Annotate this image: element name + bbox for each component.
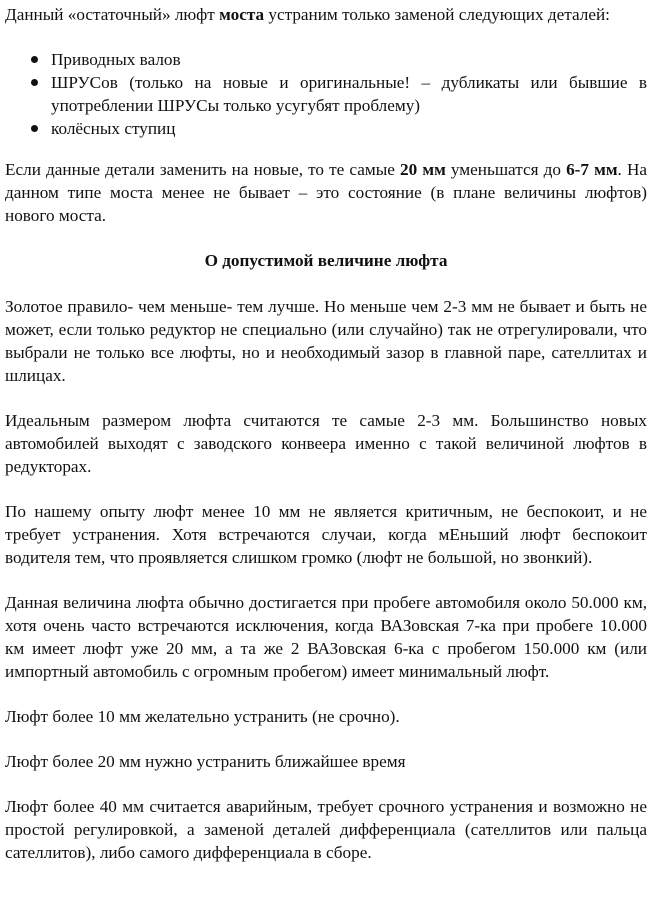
paragraph-over-40mm: Люфт более 40 мм считается аварийным, требует срочного устранения и возможно не простой регулировкой, а заменой деталей дифференциала (сателлитов или пальца сателлитов), либо самого дифференциала в сборе. [5,797,647,862]
paragraph-over-10mm: Люфт более 10 мм желательно устранить (не срочно). [5,707,400,726]
bullet-icon [31,79,38,86]
bullet-icon [31,56,38,63]
paragraph-mileage: Данная величина люфта обычно достигается при пробеге автомобиля около 50.000 км, хотя очень часто встречаются исключения, когда ВАЗовская 7-ка при пробеге 10.000 км имеет люфт уже 20 мм, а та же 2 ВАЗовская 6-ка с пробегом 150.000 км (или импортный автомобиль с огромным пробегом) имеет минимальный люфт. [5,593,647,681]
list-item [5,48,647,71]
intro-text-end: устраним только заменой следующих деталей: [264,5,610,24]
list-item-text: Приводных валов [51,50,181,69]
intro-bold-term: моста [219,5,265,24]
replacement-bold-1: 20 мм [400,160,446,179]
replacement-text-3: . На данном типе моста менее не бывает – это состояние (в плане величины люфтов) нового моста. [5,160,647,225]
paragraph-experience: По нашему опыту люфт менее 10 мм не является критичным, не беспокоит, и не требует устранения. Хотя встречаются случаи, когда мЕньший люфт беспокоит водителя тем, что проявляется слишком громко (люфт не большой, но звонкий). [5,502,647,567]
list-item [5,117,647,140]
list-item-text: ШРУСов (только на новые и оригинальные! – дубликаты или бывшие в употреблении ШРУСы только усугубят проблему) [51,73,647,115]
paragraph-ideal-size: Идеальным размером люфта считаются те самые 2-3 мм. Большинство новых автомобилей выходят с заводского конвеера именно с такой величиной люфтов в редукторах. [5,411,647,476]
intro-paragraph [5,3,647,26]
replacement-text-1: Если данные детали заменить на новые, то те самые [5,160,401,179]
bullet-icon [31,125,38,132]
parts-list [5,48,647,140]
replacement-text-2: уменьшатся до [445,160,567,179]
intro-text-start: Данный «остаточный» люфт [5,5,220,24]
paragraph-over-20mm: Люфт более 20 мм нужно устранить ближайшее время [5,752,406,771]
replacement-bold-2: 6-7 мм [566,160,618,179]
paragraph-golden-rule: Золотое правило- чем меньше- тем лучше. Но меньше чем 2-3 мм не бывает и быть не может, если только редуктор не специально (или случайно) так не отрегулировали, что выбрали не только все люфты, но и необходимый зазор в главной паре, сателлитах и шлицах. [5,297,647,385]
list-item-text: колёсных ступиц [51,119,176,138]
list-item [5,71,647,117]
section-heading: О допустимой величине люфта [204,251,448,270]
replacement-paragraph [5,158,647,227]
